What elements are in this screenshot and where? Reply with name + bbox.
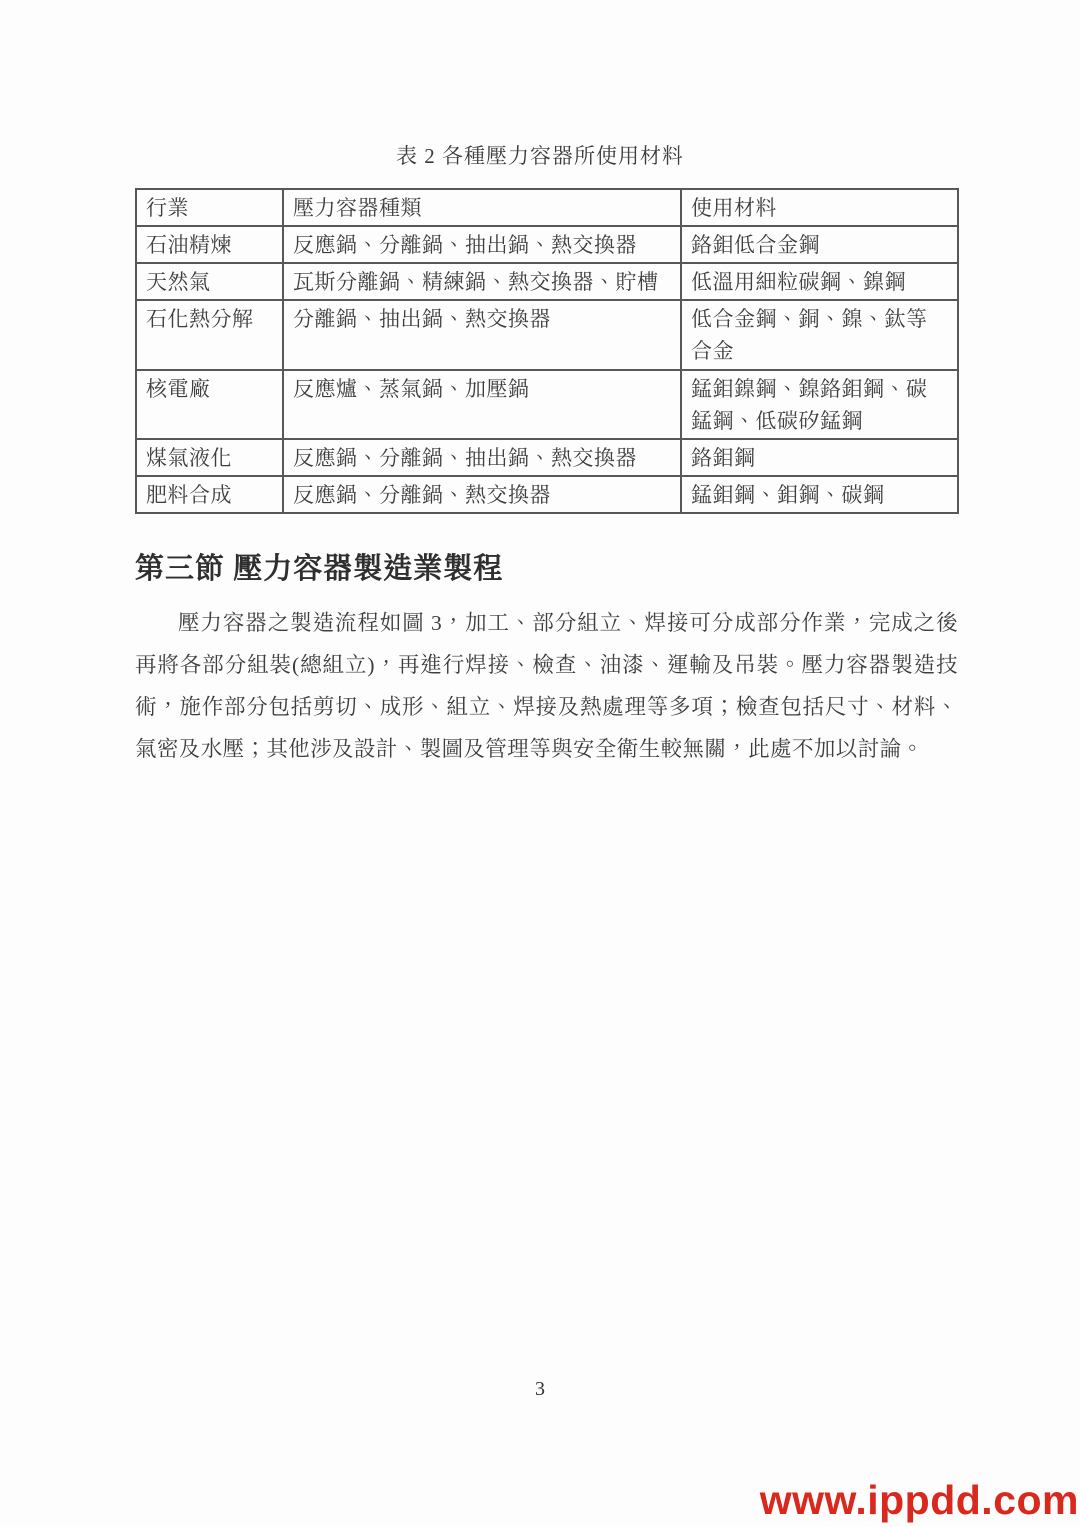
cell-industry: 煤氣液化 <box>136 439 283 476</box>
cell-materials: 鉻鉬鋼 <box>681 439 958 476</box>
cell-materials: 錳鉬鋼、鉬鋼、碳鋼 <box>681 476 958 513</box>
page-number: 3 <box>535 1378 545 1400</box>
cell-industry: 核電廠 <box>136 370 283 439</box>
cell-vessels: 反應鍋、分離鍋、熱交換器 <box>283 476 681 513</box>
cell-industry: 石化熱分解 <box>136 300 283 370</box>
materials-table <box>135 188 959 514</box>
table-row <box>136 370 958 439</box>
cell-industry: 肥料合成 <box>136 476 283 513</box>
cell-vessels: 反應爐、蒸氣鍋、加壓鍋 <box>283 370 681 439</box>
cell-materials: 低溫用細粒碳鋼、鎳鋼 <box>681 263 958 300</box>
body-paragraph: 壓力容器之製造流程如圖 3，加工、部分組立、焊接可分成部分作業，完成之後再將各部分組裝(總組立)，再進行焊接、檢查、油漆、運輸及吊裝。壓力容器製造技術，施作部分包括剪切、成形、組立、焊接及熱處理等多項；檢查包括尺寸、材料、氣密及水壓；其他涉及設計、製圖及管理等與安全衛生較無關，此處不加以討論。 <box>135 611 958 761</box>
cell-materials: 低合金鋼、銅、鎳、鈦等合金 <box>681 300 958 370</box>
table-caption: 表 2 各種壓力容器所使用材料 <box>396 144 684 168</box>
cell-materials: 鉻鉬低合金鋼 <box>681 226 958 263</box>
cell-industry: 石油精煉 <box>136 226 283 263</box>
table-row <box>136 226 958 263</box>
table-row <box>136 300 958 370</box>
cell-materials: 錳鉬鎳鋼、鎳鉻鉬鋼、碳錳鋼、低碳矽錳鋼 <box>681 370 958 439</box>
cell-industry: 天然氣 <box>136 263 283 300</box>
cell-vessels: 分離鍋、抽出鍋、熱交換器 <box>283 300 681 370</box>
watermark-text: www.ippdd.com <box>759 1477 1079 1523</box>
cell-vessels: 瓦斯分離鍋、精練鍋、熱交換器、貯槽 <box>283 263 681 300</box>
table-row <box>136 439 958 476</box>
section-heading: 第三節 壓力容器製造業製程 <box>135 553 504 585</box>
table-row <box>136 263 958 300</box>
column-header-industry: 行業 <box>136 189 283 226</box>
table-header-row <box>136 189 958 226</box>
cell-vessels: 反應鍋、分離鍋、抽出鍋、熱交換器 <box>283 439 681 476</box>
column-header-vessel-type: 壓力容器種類 <box>283 189 681 226</box>
cell-vessels: 反應鍋、分離鍋、抽出鍋、熱交換器 <box>283 226 681 263</box>
column-header-materials: 使用材料 <box>681 189 958 226</box>
table-row <box>136 476 958 513</box>
